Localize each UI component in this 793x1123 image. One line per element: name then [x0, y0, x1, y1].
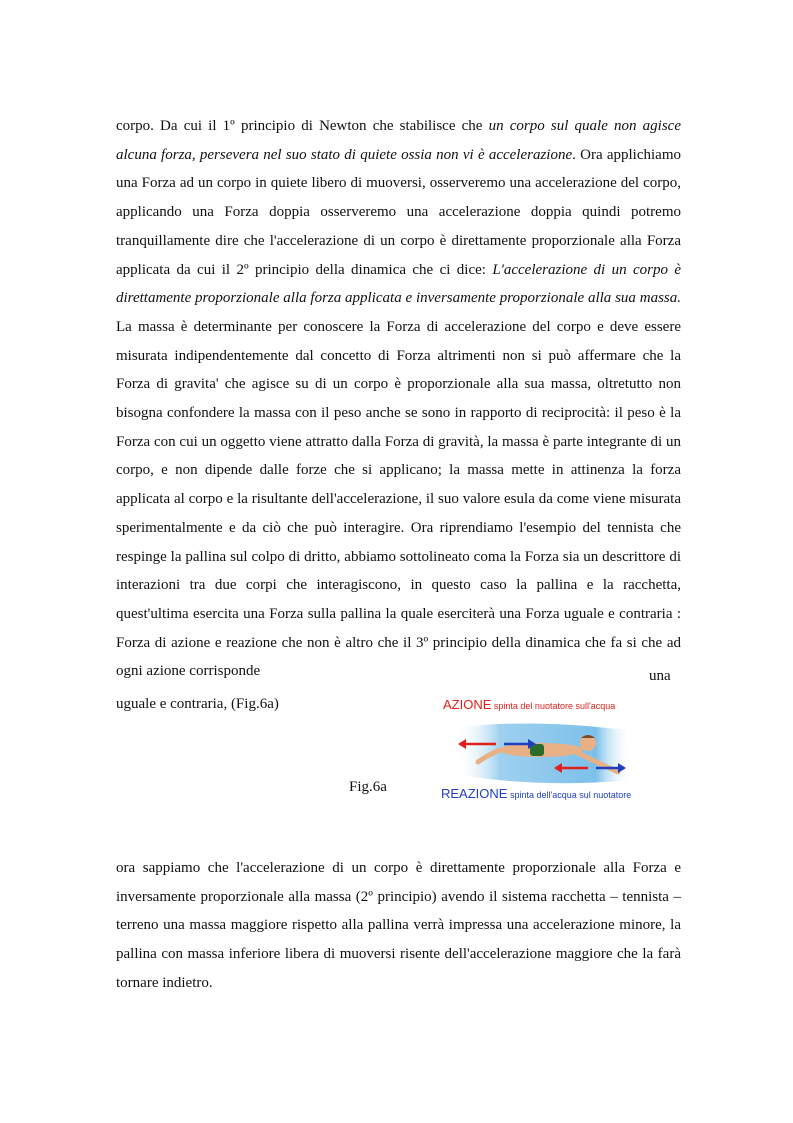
reaction-label — [441, 785, 631, 803]
line-una: una — [649, 668, 671, 684]
reaction-label-big: REAZIONE — [441, 786, 508, 801]
text-span: . Ora applichiamo una Forza ad un corpo in quiete libero di muoversi, osserveremo una accelerazione del corpo, applicando una Forza doppia osserveremo una accelerazione doppia quindi potremo tranquillamente dire che l'accelerazione di un corpo è direttamente proporzionale alla Forza applicata da cui il 2º principio della dinamica che ci dice: — [116, 146, 681, 278]
second-law-statement: L'accelerazione di un corpo è direttamente proporzionale alla forza applicata e inversamente proporzionale alla sua massa. — [116, 261, 681, 307]
action-label-big: AZIONE — [443, 697, 492, 712]
swimmer-figure — [436, 692, 646, 802]
first-law-statement: un corpo sul quale non agisce alcuna forza, persevera nel suo stato di quiete ossia non vi è accelerazione — [116, 118, 681, 163]
text-span: La massa è determinante per conoscere la Forza di accelerazione del corpo e deve essere misurata indipendentemente dal concetto di Forza altrimenti non si può affermare che la Forza di gravita' che agisce su di un corpo è proporzionale alla sua massa, oltretutto non bisogna confondere la massa con il peso anche se sono in rapporto di reciprocità: il peso è la Forza con cui un oggetto viene attratto dalla Forza di gravità, la massa è parte integrante di un corpo, e non dipende dalle forze che si applicano; la massa mette in attinenza la forza applicata al corpo e la risultante dell'accelerazione, il suo valore esula da come viene misurata sperimentalmente e da ciò che può interagire. Ora riprendiamo l'esempio del tennista che respinge la pallina sul colpo di dritto, abbiamo sottolineato coma la Forza sia un descrittore di interazioni tra due corpi che interagiscono, in questo caso la pallina e la racchetta, quest'ultima esercita una Forza sulla pallina la quale eserciterà una Forza uguale e contraria : Forza di azione e reazione che non è altro che il 3º principio della dinamica che fa si che ad ogni azione corrisponde — [116, 318, 681, 680]
reaction-label-small: spinta dell'acqua sul nuotatore — [507, 790, 632, 800]
figure-caption: Fig.6a — [349, 779, 387, 795]
text-span: corpo. Da cui il 1º principio di Newton che stabilisce che — [116, 118, 489, 134]
paragraph-tennis-example: ora sappiamo che l'accelerazione di un corpo è direttamente proporzionale alla Forza e inversamente proporzionale alla massa (2º principio) avendo il sistema racchetta – tennista – terreno una massa maggiore rispetto alla pallina verrà impressa una accelerazione minore, la pallina con massa inferiore libera di muoversi risente dell'accelerazione maggiore che la farà tornare indietro. — [116, 860, 681, 991]
paragraph-newton-laws — [116, 112, 681, 686]
action-label-small: spinta del nuotatore sull'acqua — [491, 701, 616, 711]
line-figure-reference: uguale e contraria, (Fig.6a) — [116, 696, 279, 712]
